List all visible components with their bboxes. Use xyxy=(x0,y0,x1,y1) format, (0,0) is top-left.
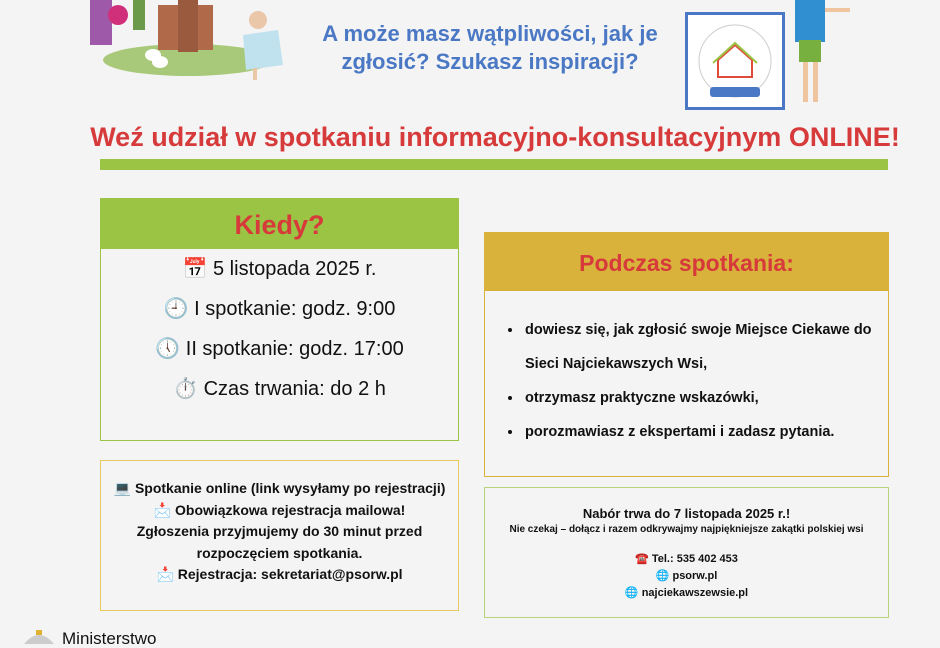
ministry-name: Ministerstwo xyxy=(62,629,157,648)
when-box xyxy=(100,198,459,441)
boy-illustration xyxy=(785,0,865,110)
stopwatch-icon: ⏱️ xyxy=(173,378,198,400)
during-box xyxy=(484,232,889,477)
phone-line xyxy=(485,551,888,568)
calendar-icon: 📅 xyxy=(182,258,208,280)
registration-line: rozpoczęciem spotkania. xyxy=(196,544,363,561)
intro-line-1: A może masz wątpliwości, jak je xyxy=(322,21,658,46)
during-list xyxy=(523,313,888,449)
clock-icon: 🕔 xyxy=(155,338,181,360)
registration-email[interactable]: Rejestracja: sekretariat@psorw.pl xyxy=(177,566,403,582)
when-duration xyxy=(101,369,458,409)
online-text: Spotkanie online (link wysyłamy po rejestracji) xyxy=(134,480,446,496)
village-illustration xyxy=(78,0,298,85)
main-title: Weź udział w spotkaniu informacyjno-konsultacyjnym ONLINE! xyxy=(90,122,900,152)
eagle-emblem-icon xyxy=(22,630,56,644)
clock-icon: 🕘 xyxy=(163,298,189,320)
mandatory-text: Obowiązkowa rejestracja mailowa! xyxy=(175,501,406,518)
laptop-icon: 💻 xyxy=(113,480,132,496)
when-first-session xyxy=(101,289,458,329)
phone-number[interactable]: Tel.: 535 402 453 xyxy=(651,553,738,565)
list-item: • dowiesz się, jak zgłosić swoje Miejsce Ciekawe do Sieci Najciekawszych Wsi, xyxy=(523,313,873,381)
duration-text: Czas trwania: do 2 h xyxy=(203,378,386,400)
registration-line xyxy=(101,478,458,500)
phone-icon: ☎️ xyxy=(635,553,649,565)
site-line xyxy=(485,585,888,602)
najciekawszewsie-link[interactable]: najciekawszewsie.pl xyxy=(641,587,749,599)
tagline-text: Nie czekaj – dołącz i razem odkrywajmy najpiękniejsze zakątki polskiej wsi xyxy=(509,524,864,535)
second-session-text: II spotkanie: godz. 17:00 xyxy=(185,338,404,360)
when-second-session xyxy=(101,329,458,369)
site-line xyxy=(485,568,888,585)
registration-line xyxy=(101,500,458,522)
when-date xyxy=(101,249,458,289)
divider-bar xyxy=(100,159,888,170)
globe-icon: 🌐 xyxy=(624,587,639,599)
psorw-link[interactable]: psorw.pl xyxy=(672,570,718,582)
registration-box xyxy=(100,460,459,611)
registration-line xyxy=(101,564,458,586)
list-item: • otrzymasz praktyczne wskazówki, xyxy=(523,381,888,415)
envelope-icon: 📩 xyxy=(156,566,174,582)
ministry-logo xyxy=(22,630,156,648)
when-heading: Kiedy? xyxy=(101,199,458,249)
first-session-text: I spotkanie: godz. 9:00 xyxy=(194,298,396,320)
intro-text xyxy=(300,20,680,76)
list-item: • porozmawiasz z ekspertami i zadasz pytania. xyxy=(523,415,888,449)
date-text: 5 listopada 2025 r. xyxy=(213,258,377,280)
contact-box xyxy=(484,487,889,618)
intro-line-2: zgłosić? Szukasz inspiracji? xyxy=(341,49,639,74)
logo-emblem xyxy=(688,15,782,107)
during-heading: Podczas spotkania: xyxy=(485,233,888,291)
envelope-icon: 📩 xyxy=(153,501,172,518)
miejsce-ciekawe-logo xyxy=(685,12,785,110)
deadline-text: Nabór trwa do 7 listopada 2025 r.! xyxy=(582,506,791,521)
registration-line: Zgłoszenia przyjmujemy do 30 minut przed xyxy=(136,523,423,539)
globe-icon: 🌐 xyxy=(655,570,670,582)
